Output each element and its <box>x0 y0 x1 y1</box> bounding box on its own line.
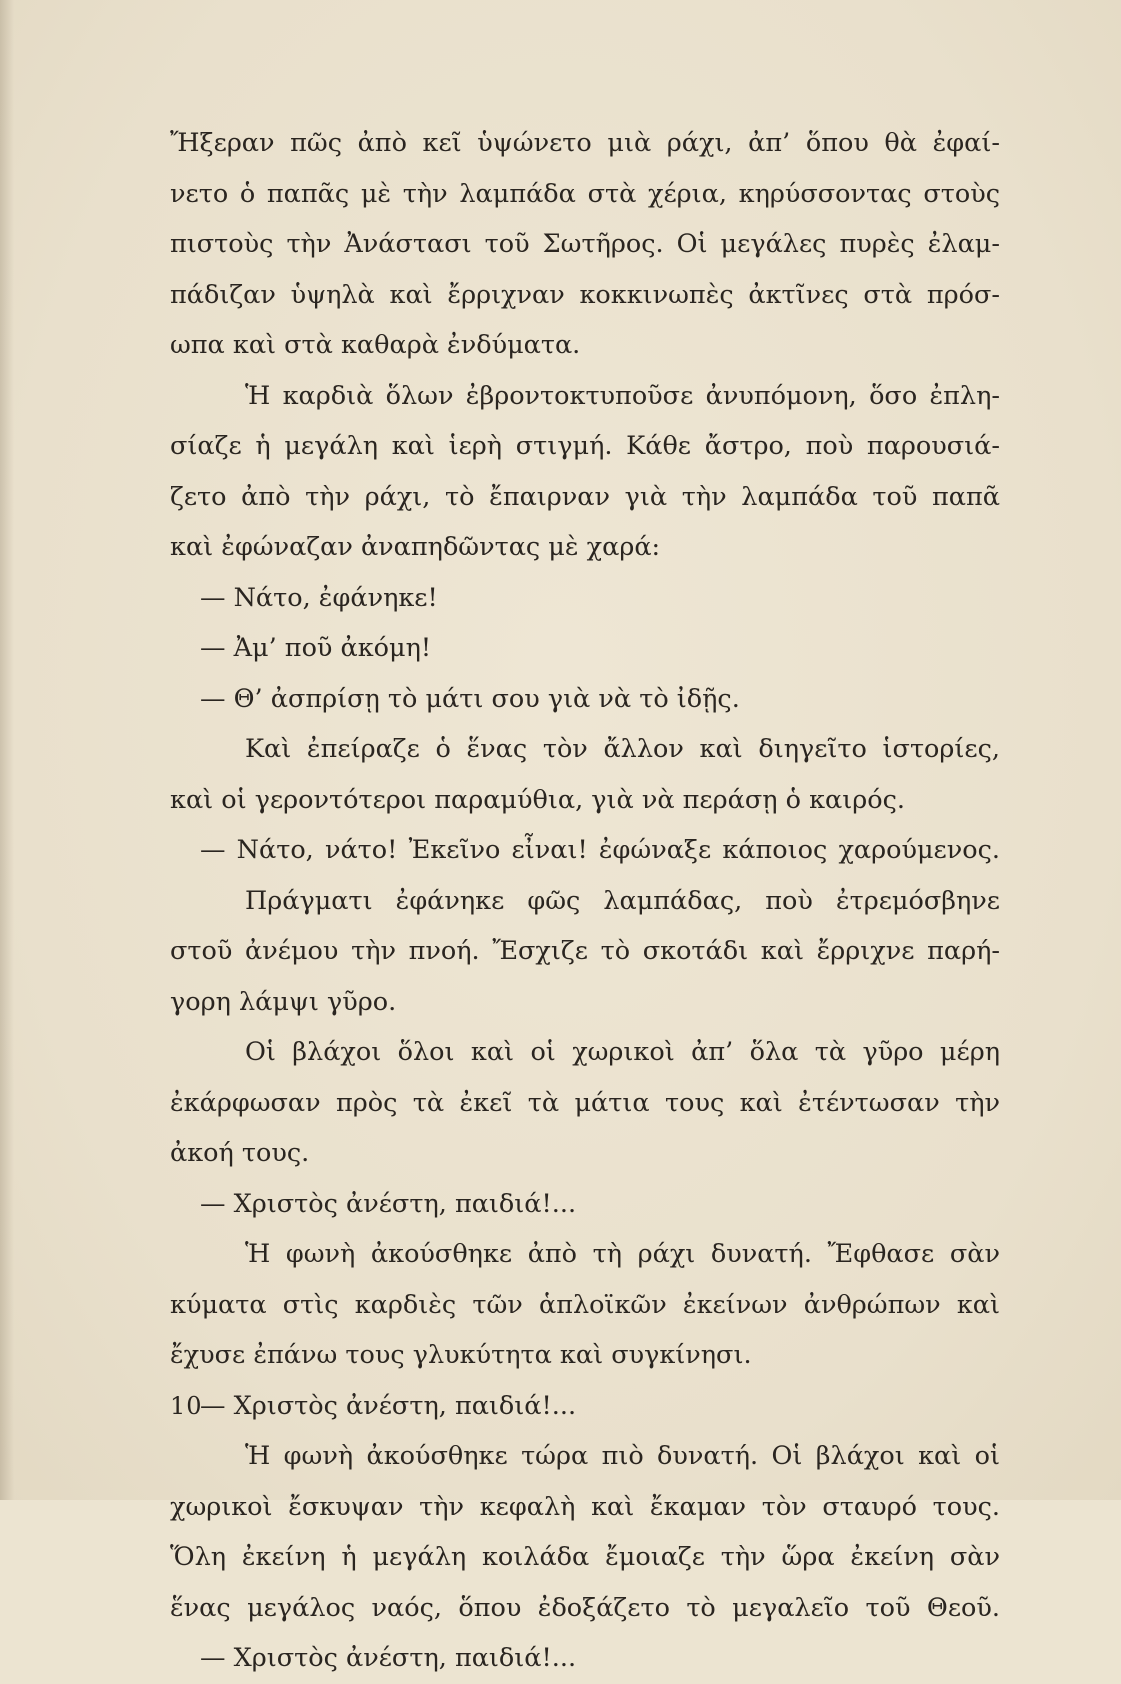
page-text-block <box>170 118 1000 1684</box>
text-line: χωρικοὶ ἔσκυψαν τὴν κεφαλὴ καὶ ἔκαμαν τὸν σταυρό τους. <box>170 1491 1000 1522</box>
text-line: κύματα στὶς καρδιὲς τῶν ἁπλοϊκῶν ἐκείνων ἀνθρώπων καὶ <box>170 1289 1000 1320</box>
dialogue-line: — Χριστὸς ἀνέστη, παιδιά!... <box>200 1390 577 1421</box>
text-line: ζετο ἀπὸ τὴν ράχι, τὸ ἔπαιρναν γιὰ τὴν λαμπάδα τοῦ παπᾶ <box>170 481 1000 512</box>
text-line: Ἤξεραν πῶς ἀπὸ κεῖ ὑψώνετο μιὰ ράχι, ἀπ’ ὅπου θὰ ἐφαί- <box>170 128 1000 158</box>
dialogue-line: — Ἀμ’ ποῦ ἀκόμη! <box>200 633 432 663</box>
text-line: στοῦ ἀνέμου τὴν πνοή. Ἔσχιζε τὸ σκοτάδι καὶ ἔρριχνε παρή- <box>170 936 1000 966</box>
text-line: πιστοὺς τὴν Ἀνάστασι τοῦ Σωτῆρος. Οἱ μεγάλες πυρὲς ἐλαμ- <box>170 229 1000 259</box>
text-line: Ἡ καρδιὰ ὅλων ἐβροντοκτυποῦσε ἀνυπόμονη, ὅσο ἐπλη- <box>245 380 1000 411</box>
dialogue-line: — Χριστὸς ἀνέστη, παιδιά!... <box>200 1643 577 1673</box>
text-line: νετο ὁ παπᾶς μὲ τὴν λαμπάδα στὰ χέρια, κηρύσσοντας στοὺς <box>170 178 1000 209</box>
text-line: Οἱ βλάχοι ὅλοι καὶ οἱ χωρικοὶ ἀπ’ ὅλα τὰ γῦρο μέρη <box>245 1037 1000 1067</box>
text-line: καὶ ἐφώναζαν ἀναπηδῶντας μὲ χαρά: <box>170 532 661 562</box>
page-number: 10 <box>170 1392 203 1420</box>
text-line: Ὅλη ἐκείνη ἡ μεγάλη κοιλάδα ἔμοιαζε τὴν ὥρα ἐκείνη σὰν <box>170 1542 1000 1572</box>
dialogue-line: — Χριστὸς ἀνέστη, παιδιά!... <box>200 1188 577 1219</box>
text-line: γορη λάμψι γῦρο. <box>170 986 397 1017</box>
text-line: ἀκοή τους. <box>170 1138 310 1168</box>
text-line: σίαζε ἡ μεγάλη καὶ ἱερὴ στιγμή. Κάθε ἄστρο, ποὺ παρουσιά- <box>170 431 1000 461</box>
spine-shadow <box>0 0 14 1500</box>
text-line: Ἡ φωνὴ ἀκούσθηκε τώρα πιὸ δυνατή. Οἱ βλάχοι καὶ οἱ <box>245 1441 1000 1471</box>
text-line: Πράγματι ἐφάνηκε φῶς λαμπάδας, ποὺ ἐτρεμόσβηνε <box>245 885 1000 916</box>
text-line: Ἡ φωνὴ ἀκούσθηκε ἀπὸ τὴ ράχι δυνατή. Ἔφθασε σὰν <box>245 1239 1000 1269</box>
dialogue-line: — Νάτο, ἐφάνηκε! <box>200 582 438 613</box>
dialogue-line: — Θ’ ἀσπρίσῃ τὸ μάτι σου γιὰ νὰ τὸ ἰδῇς. <box>200 683 740 714</box>
text-line: ἕνας μεγάλος ναός, ὅπου ἐδοξάζετο τὸ μεγαλεῖο τοῦ Θεοῦ. <box>170 1592 1000 1623</box>
dialogue-line: — Νάτο, νάτο! Ἐκεῖνο εἶναι! ἐφώναξε κάποιος χαρούμενος. <box>200 835 1000 865</box>
text-line: ωπα καὶ στὰ καθαρὰ ἐνδύματα. <box>170 330 581 360</box>
text-line: Καὶ ἐπείραζε ὁ ἕνας τὸν ἄλλον καὶ διηγεῖτο ἱστορίες, <box>245 734 1000 764</box>
text-line: καὶ οἱ γεροντότεροι παραμύθια, γιὰ νὰ περάσῃ ὁ καιρός. <box>170 784 905 815</box>
text-line: ἐκάρφωσαν πρὸς τὰ ἐκεῖ τὰ μάτια τους καὶ ἐτέντωσαν τὴν <box>170 1087 1000 1118</box>
text-line: πάδιζαν ὑψηλὰ καὶ ἔρριχναν κοκκινωπὲς ἀκτῖνες στὰ πρόσ- <box>170 279 1000 310</box>
text-line: ἔχυσε ἐπάνω τους γλυκύτητα καὶ συγκίνησι. <box>170 1340 752 1370</box>
